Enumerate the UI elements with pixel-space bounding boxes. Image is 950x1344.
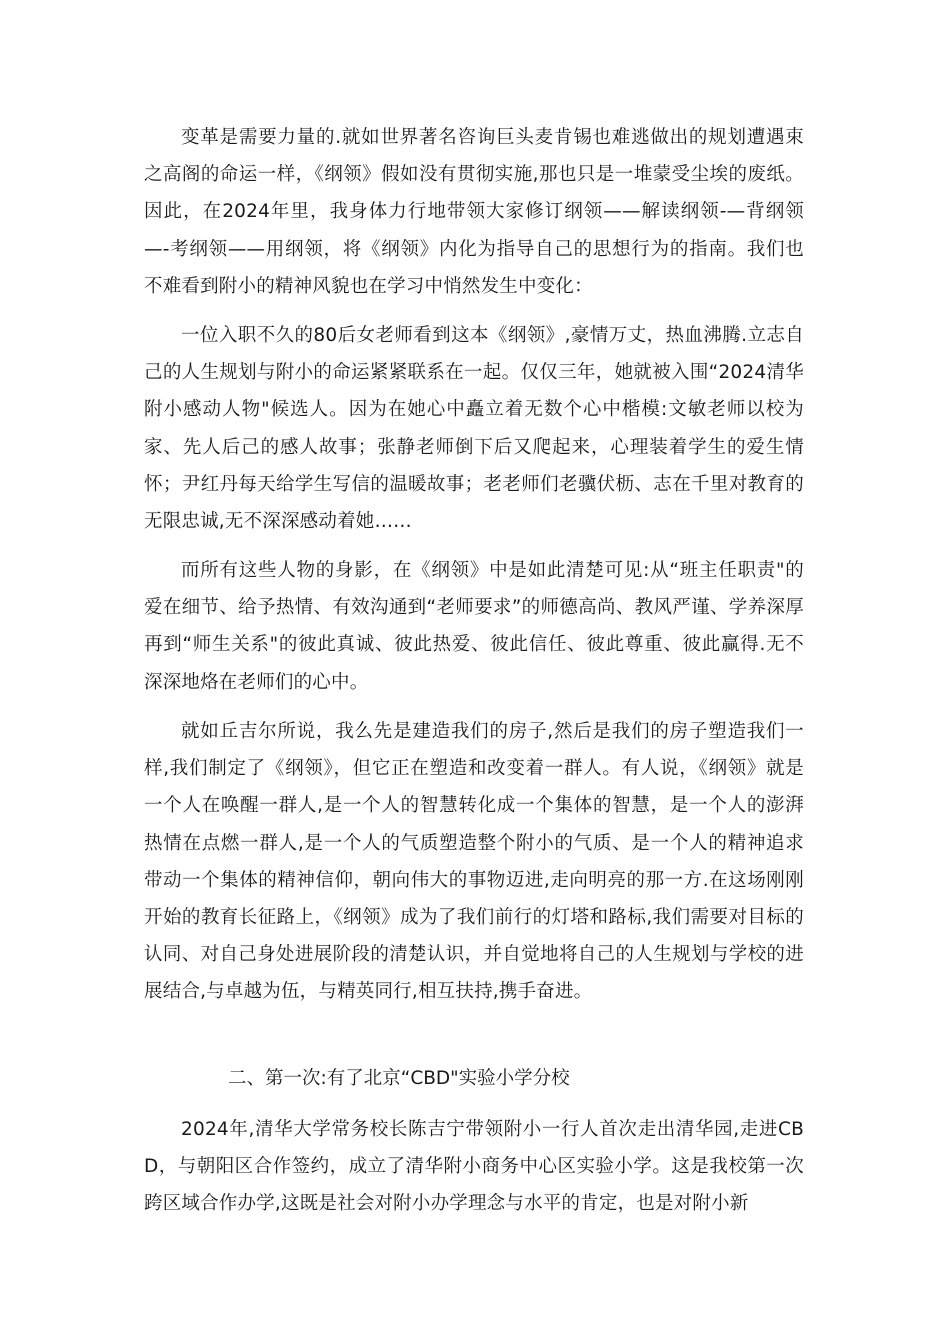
section-heading: 二、第一次:有了北京“CBD"实验小学分校 <box>228 1068 570 1089</box>
paragraph-cbd-school: 2024年,清华大学常务校长陈吉宁带领附小一行人首次走出清华园,走进CBD，与朝阳区合作签约，成立了清华附小商务中心区实验小学。这是我校第一次跨区域合作办学,这既是社会对附小办学理念与水平的肯定，也是对附小新 <box>144 1119 804 1215</box>
paragraph-reform: 变革是需要力量的.就如世界著名咨询巨头麦肯锡也难逃做出的规划遭遇束之高阁的命运一样，《纲领》假如没有贯彻实施,那也只是一堆蒙受尘埃的废纸。因此，在2024年里，我身体力行地带领大家修订纲领——解读纲领-—背纲领—-考纲领——用纲领，将《纲领》内化为指导自己的思想行为的指南。我们也不难看到附小的精神风貌也在学习中悄然发生中变化： <box>144 127 804 297</box>
paragraph-churchill: 就如丘吉尔所说，我么先是建造我们的房子,然后是我们的房子塑造我们一样,我们制定了《纲领》，但它正在塑造和改变着一群人。有人说，《纲领》就是一个人在唤醒一群人,是一个人的智慧转化成一个集体的智慧，是一个人的澎湃热情在点燃一群人,是一个人的气质塑造整个附小的气质、是一个人的精神追求带动一个集体的精神信仰，朝向伟大的事物迈进,走向明亮的那一方.在这场刚刚开始的教育长征路上，《纲领》成为了我们前行的灯塔和路标,我们需要对目标的认同、对自己身处进展阶段的清楚认识，并自觉地将自己的人生规划与学校的进展结合,与卓越为伍，与精英同行,相互扶持,携手奋进。 <box>144 721 804 1003</box>
paragraph-role-models: 而所有这些人物的身影，在《纲领》中是如此清楚可见:从“班主任职责"的爱在细节、给予热情、有效沟通到“老师要求”的师德高尚、教风严谨、学养深厚再到“师生关系"的彼此真诚、彼此热爱、彼此信任、彼此尊重、彼此赢得.无不深深地烙在老师们的心中。 <box>144 560 804 693</box>
paragraph-young-teacher: 一位入职不久的80后女老师看到这本《纲领》,豪情万丈，热血沸腾.立志自己的人生规划与附小的命运紧紧联系在一起。仅仅三年，她就被入围“2024清华附小感动人物"候选人。因为在她心中矗立着无数个心中楷模:文敏老师以校为家、先人后己的感人故事；张静老师倒下后又爬起来，心理装着学生的爱生情怀；尹红丹每天给学生写信的温暖故事；老老师们老骥伏枥、志在千里对教育的无限忠诚,无不深深感动着她…… <box>144 325 804 533</box>
